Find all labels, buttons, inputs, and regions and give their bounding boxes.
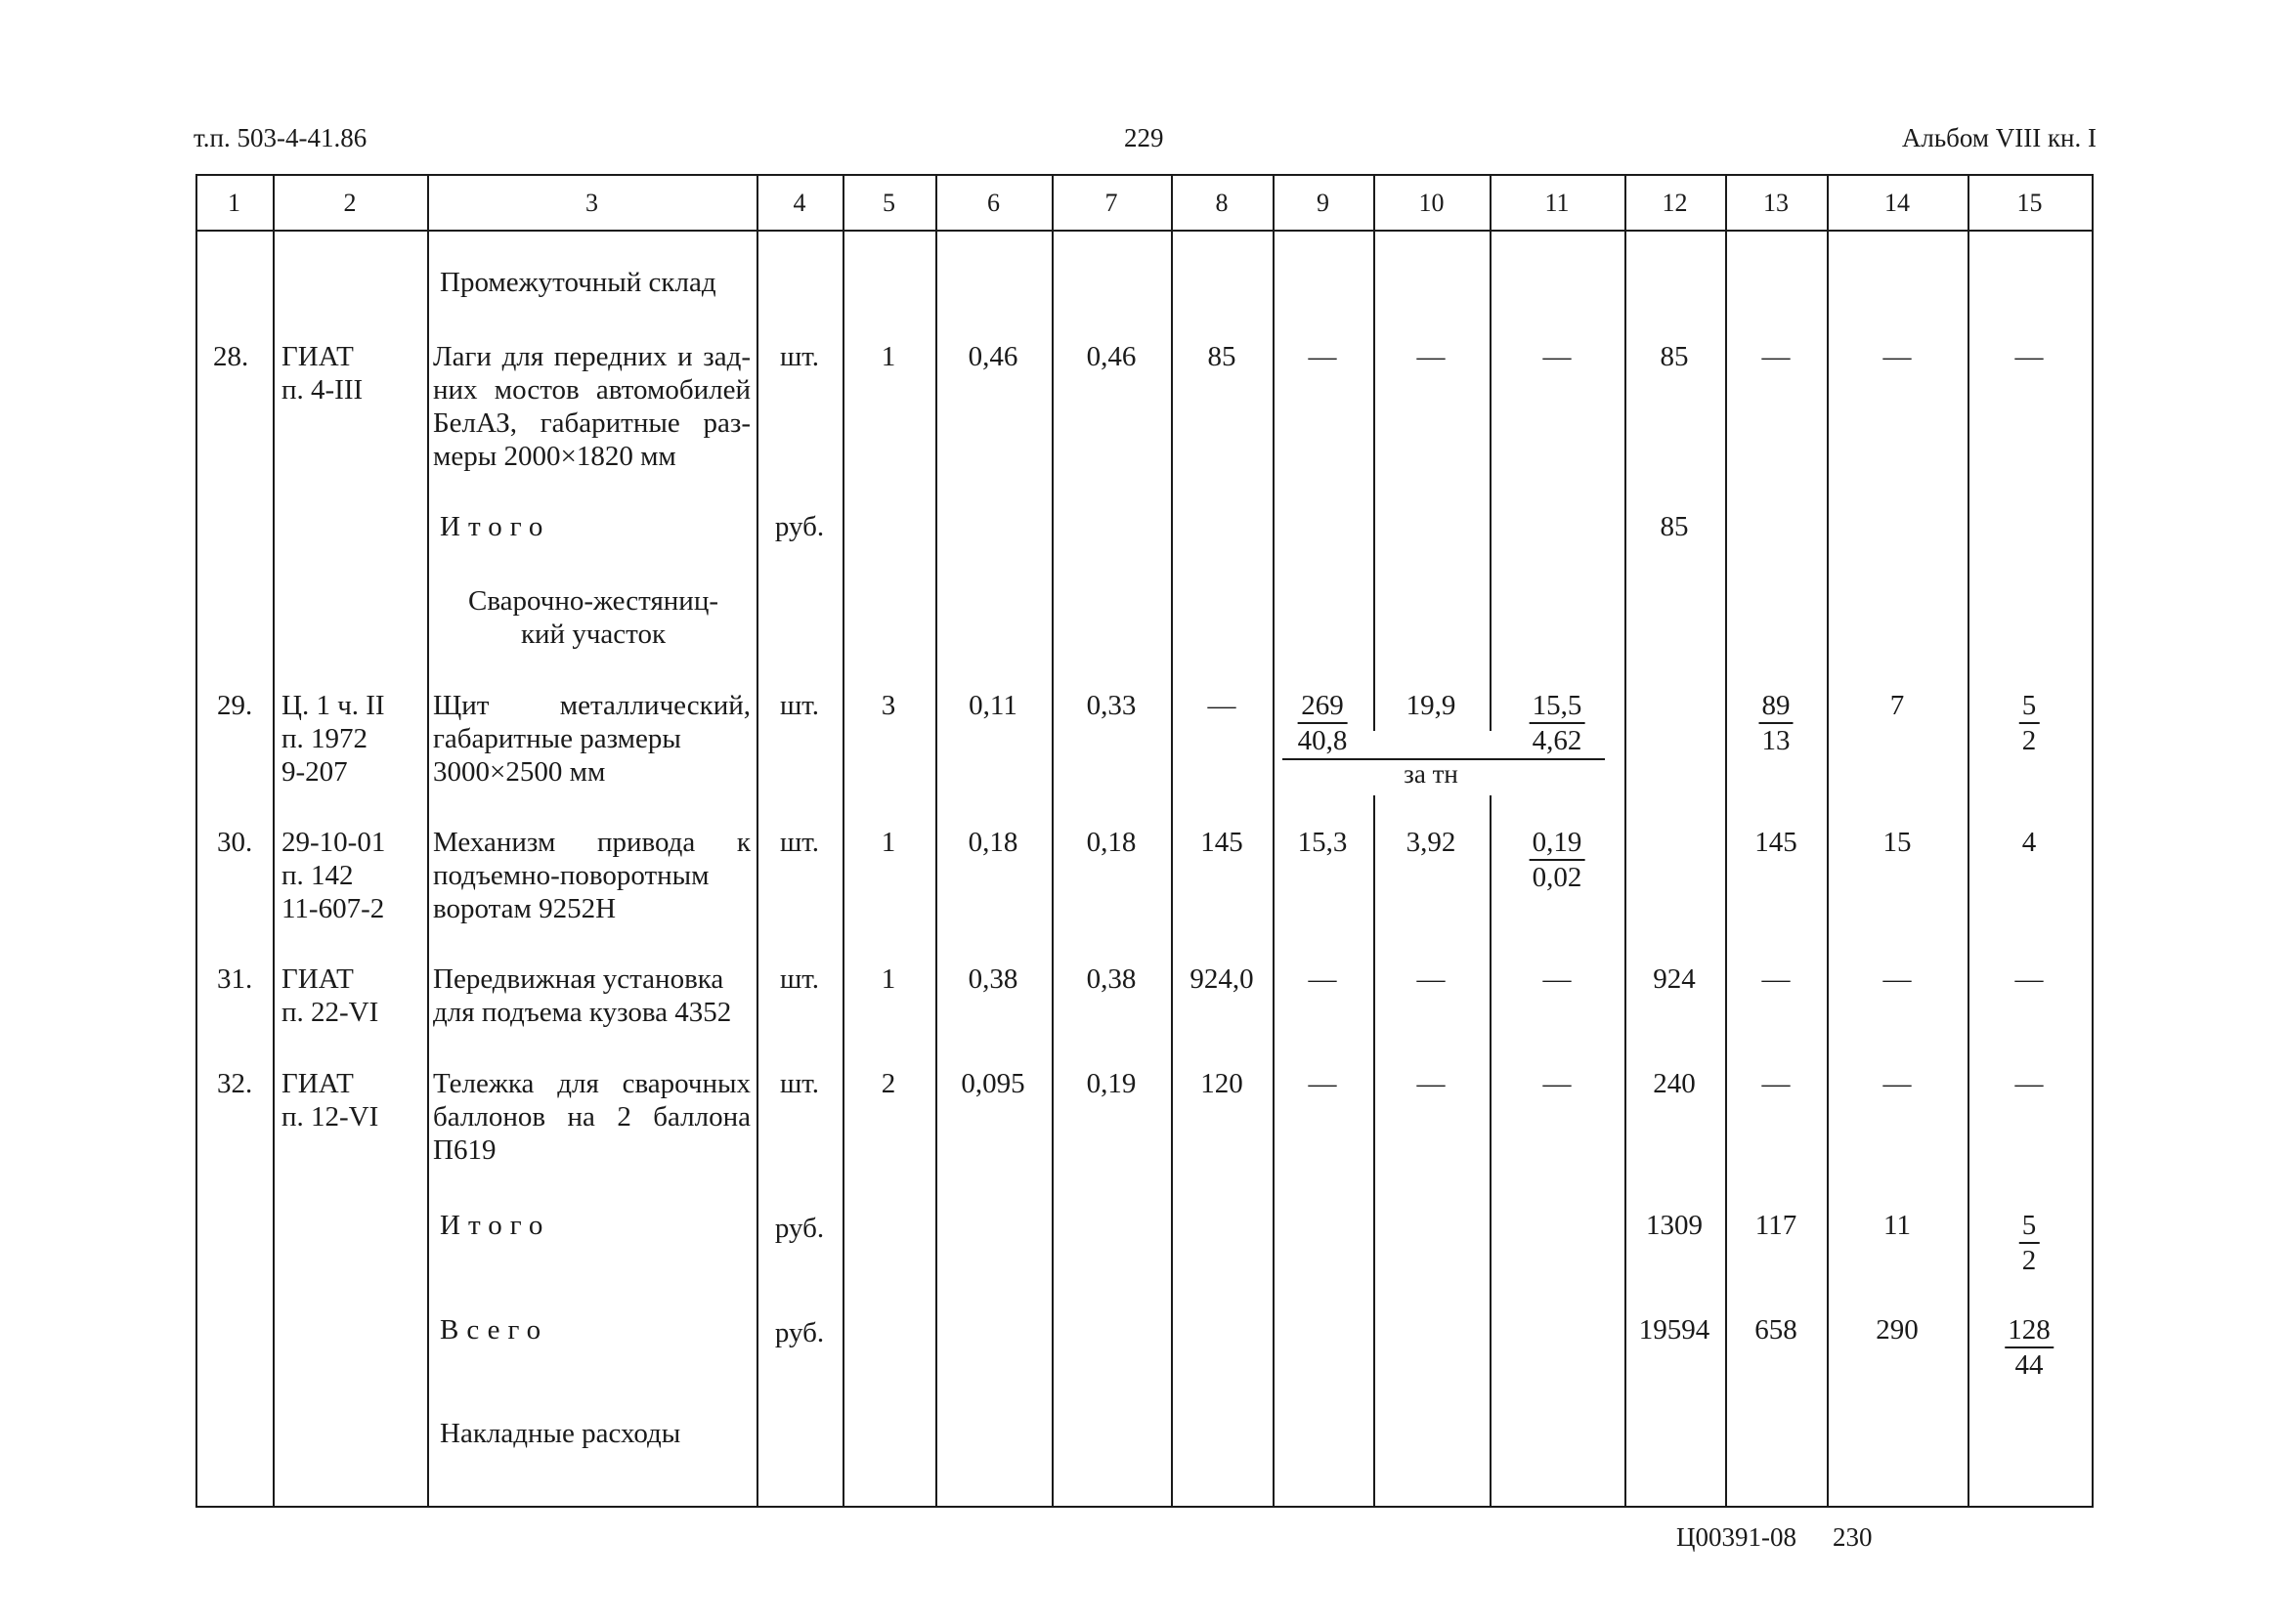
item-name: Лаги для передних и зад- [433, 341, 751, 372]
denominator: 2 [2021, 1245, 2037, 1276]
quantity: 1 [881, 963, 896, 995]
column-divider [1827, 174, 1829, 1508]
fraction-c15 [2019, 1209, 2040, 1277]
header-row-border [195, 230, 2092, 232]
numerator: 269 [1298, 689, 1348, 724]
value-c15: — [2014, 1068, 2044, 1099]
value-c8: — [1207, 690, 1236, 721]
denominator: 13 [1761, 725, 1791, 756]
value-c12: 240 [1653, 1068, 1696, 1099]
item-name: П619 [433, 1134, 497, 1166]
value-c15: 4 [2021, 827, 2037, 858]
value-c14: — [1882, 1068, 1912, 1099]
column-divider [1273, 174, 1275, 1508]
row-number: 29. [217, 690, 253, 721]
value-c10: 19,9 [1405, 690, 1456, 721]
fraction-c11 [1530, 826, 1585, 894]
norm-reference: п. 142 [281, 860, 354, 891]
norm-reference: ГИАТ [281, 341, 354, 372]
value-c10: — [1416, 963, 1446, 995]
unit: шт. [779, 1068, 820, 1099]
subtotal-label: Итого [440, 1210, 551, 1241]
value-c11: — [1542, 341, 1572, 372]
value-c6: 0,095 [961, 1068, 1025, 1099]
unit: руб. [774, 1213, 825, 1244]
norm-reference: Ц. 1 ч. II [281, 690, 385, 721]
column-number: 6 [987, 189, 1000, 217]
item-name: Передвижная установка [433, 963, 724, 995]
numerator: 0,19 [1530, 826, 1585, 861]
table-top-border [195, 174, 2092, 176]
value-c13: — [1761, 1068, 1791, 1099]
value-c14: 11 [1883, 1210, 1911, 1241]
value-c6: 0,18 [968, 827, 1018, 858]
numerator: 15,5 [1530, 689, 1585, 724]
row-number: 28. [213, 341, 249, 372]
value-c8: 924,0 [1189, 963, 1254, 995]
value-c10: — [1416, 1068, 1446, 1099]
column-number: 2 [343, 189, 357, 217]
quantity: 3 [881, 690, 896, 721]
column-number: 8 [1215, 189, 1229, 217]
numerator: 128 [2005, 1313, 2054, 1348]
value-c15: — [2014, 963, 2044, 995]
unit: шт. [779, 827, 820, 858]
unit: шт. [779, 341, 820, 372]
fraction-c9 [1298, 689, 1348, 757]
value-c9: 15,3 [1297, 827, 1348, 858]
value-c14: — [1882, 963, 1912, 995]
value-c11: — [1542, 963, 1572, 995]
numerator: 5 [2019, 689, 2040, 724]
column-divider [1725, 174, 1727, 1508]
document-number: т.п. 503-4-41.86 [194, 123, 368, 152]
column-number: 13 [1763, 189, 1789, 217]
column-number: 11 [1544, 189, 1570, 217]
item-name: Механизм привода к [433, 827, 751, 858]
total-label: Всего [440, 1314, 549, 1346]
value-c13: 658 [1754, 1314, 1797, 1346]
numerator: 5 [2019, 1209, 2040, 1244]
column-number: 15 [2016, 189, 2043, 217]
column-number: 5 [883, 189, 895, 217]
column-number: 3 [585, 189, 598, 217]
column-number: 7 [1104, 189, 1118, 217]
item-name: воротам 9252Н [433, 893, 617, 924]
column-number: 14 [1884, 189, 1910, 217]
unit: руб. [774, 1317, 825, 1348]
unit: шт. [779, 963, 820, 995]
unit: руб. [774, 511, 825, 542]
document-code: Ц00391-08 [1676, 1522, 1796, 1552]
row-number: 32. [217, 1068, 253, 1099]
column-number: 12 [1662, 189, 1688, 217]
table-bottom-border [197, 1506, 2094, 1508]
column-number: 10 [1418, 189, 1445, 217]
unit: шт. [779, 690, 820, 721]
value-c14: 7 [1889, 690, 1905, 721]
column-divider [273, 174, 275, 1508]
item-name: них мостов автомобилей [433, 374, 751, 406]
row-number: 30. [217, 827, 253, 858]
value-c9: — [1308, 1068, 1337, 1099]
value-c7: 0,46 [1086, 341, 1137, 372]
norm-reference: ГИАТ [281, 963, 354, 995]
column-divider [1968, 174, 1969, 1508]
column-divider [195, 174, 197, 1508]
norm-reference: п. 4-III [281, 374, 364, 406]
value-c8: 85 [1207, 341, 1236, 372]
section-title: кий участок [520, 619, 667, 650]
value-c13: — [1761, 341, 1791, 372]
item-name: меры 2000×1820 мм [433, 441, 676, 472]
norm-reference: п. 12-VI [281, 1101, 379, 1133]
item-name: Тележка для сварочных [433, 1068, 751, 1099]
value-c15: — [2014, 341, 2044, 372]
norm-reference: 11-607-2 [281, 893, 385, 924]
item-name: Щит металлический, [433, 690, 751, 721]
item-name: габаритные размеры [433, 723, 681, 754]
value-c7: 0,38 [1086, 963, 1137, 995]
value-c13: — [1761, 963, 1791, 995]
item-name: баллонов на 2 баллона [433, 1101, 751, 1133]
norm-reference: ГИАТ [281, 1068, 354, 1099]
value-c12: 85 [1660, 511, 1689, 542]
column-divider [1052, 174, 1054, 1508]
value-c8: 145 [1200, 827, 1243, 858]
value-c7: 0,33 [1086, 690, 1137, 721]
merged-cell-gap [1477, 731, 1502, 795]
value-c7: 0,19 [1086, 1068, 1137, 1099]
footer-page-number: 230 [1833, 1522, 1873, 1552]
quantity: 1 [881, 341, 896, 372]
fraction-c11 [1530, 689, 1585, 757]
fraction-c15 [2019, 689, 2040, 757]
column-divider [935, 174, 937, 1508]
value-c12: 85 [1660, 341, 1689, 372]
column-divider [1171, 174, 1173, 1508]
value-c6: 0,38 [968, 963, 1018, 995]
value-c12: 924 [1653, 963, 1696, 995]
subtotal-label: Итого [440, 511, 551, 542]
norm-reference: п. 22-VI [281, 997, 379, 1028]
quantity: 2 [881, 1068, 896, 1099]
value-c6: 0,11 [969, 690, 1017, 721]
numerator: 89 [1759, 689, 1794, 724]
denominator: 2 [2021, 725, 2037, 756]
section-title: Промежуточный склад [440, 267, 716, 298]
album-label: Альбом VIII кн. I [1901, 123, 2097, 152]
value-c14: 15 [1882, 827, 1912, 858]
value-c9: — [1308, 341, 1337, 372]
value-c8: 120 [1200, 1068, 1243, 1099]
value-c14: — [1882, 341, 1912, 372]
item-name: 3000×2500 мм [433, 756, 606, 788]
row-number: 31. [217, 963, 253, 995]
column-divider [843, 174, 844, 1508]
denominator: 0,02 [1532, 862, 1582, 893]
column-number: 9 [1317, 189, 1329, 217]
fraction-c15 [2005, 1313, 2054, 1382]
value-c10: — [1416, 341, 1446, 372]
unit-note: за тн [1404, 759, 1458, 789]
value-c12: 1309 [1646, 1210, 1703, 1241]
section-title: Сварочно-жестяниц- [467, 585, 719, 617]
norm-reference: п. 1972 [281, 723, 368, 754]
item-name: подъемно-поворотным [433, 860, 710, 891]
value-c13: 117 [1754, 1210, 1797, 1241]
column-divider [1490, 174, 1492, 1508]
item-name: для подъема кузова 4352 [433, 997, 732, 1028]
column-divider [1624, 174, 1626, 1508]
item-name: БелАЗ, габаритные раз- [433, 407, 751, 439]
value-c6: 0,46 [968, 341, 1018, 372]
column-divider [2092, 174, 2094, 1508]
column-divider [1373, 174, 1375, 1508]
value-c13: 145 [1754, 827, 1797, 858]
denominator: 4,62 [1532, 725, 1582, 756]
merged-cell-gap [1361, 731, 1386, 795]
quantity: 1 [881, 827, 896, 858]
denominator: 44 [2014, 1349, 2044, 1381]
norm-reference: 29-10-01 [281, 827, 386, 858]
value-c9: — [1308, 963, 1337, 995]
value-c14: 290 [1876, 1314, 1919, 1346]
value-c10: 3,92 [1405, 827, 1456, 858]
fraction-c13 [1759, 689, 1794, 757]
denominator: 40,8 [1297, 725, 1348, 756]
value-c12: 19594 [1638, 1314, 1710, 1346]
page-number: 229 [1124, 123, 1164, 152]
column-number: 1 [228, 189, 240, 217]
value-c11: — [1542, 1068, 1572, 1099]
overhead-label: Накладные расходы [440, 1418, 681, 1449]
column-divider [757, 174, 758, 1508]
norm-reference: 9-207 [281, 756, 348, 788]
column-divider [427, 174, 429, 1508]
value-c7: 0,18 [1086, 827, 1137, 858]
column-number: 4 [793, 189, 806, 217]
